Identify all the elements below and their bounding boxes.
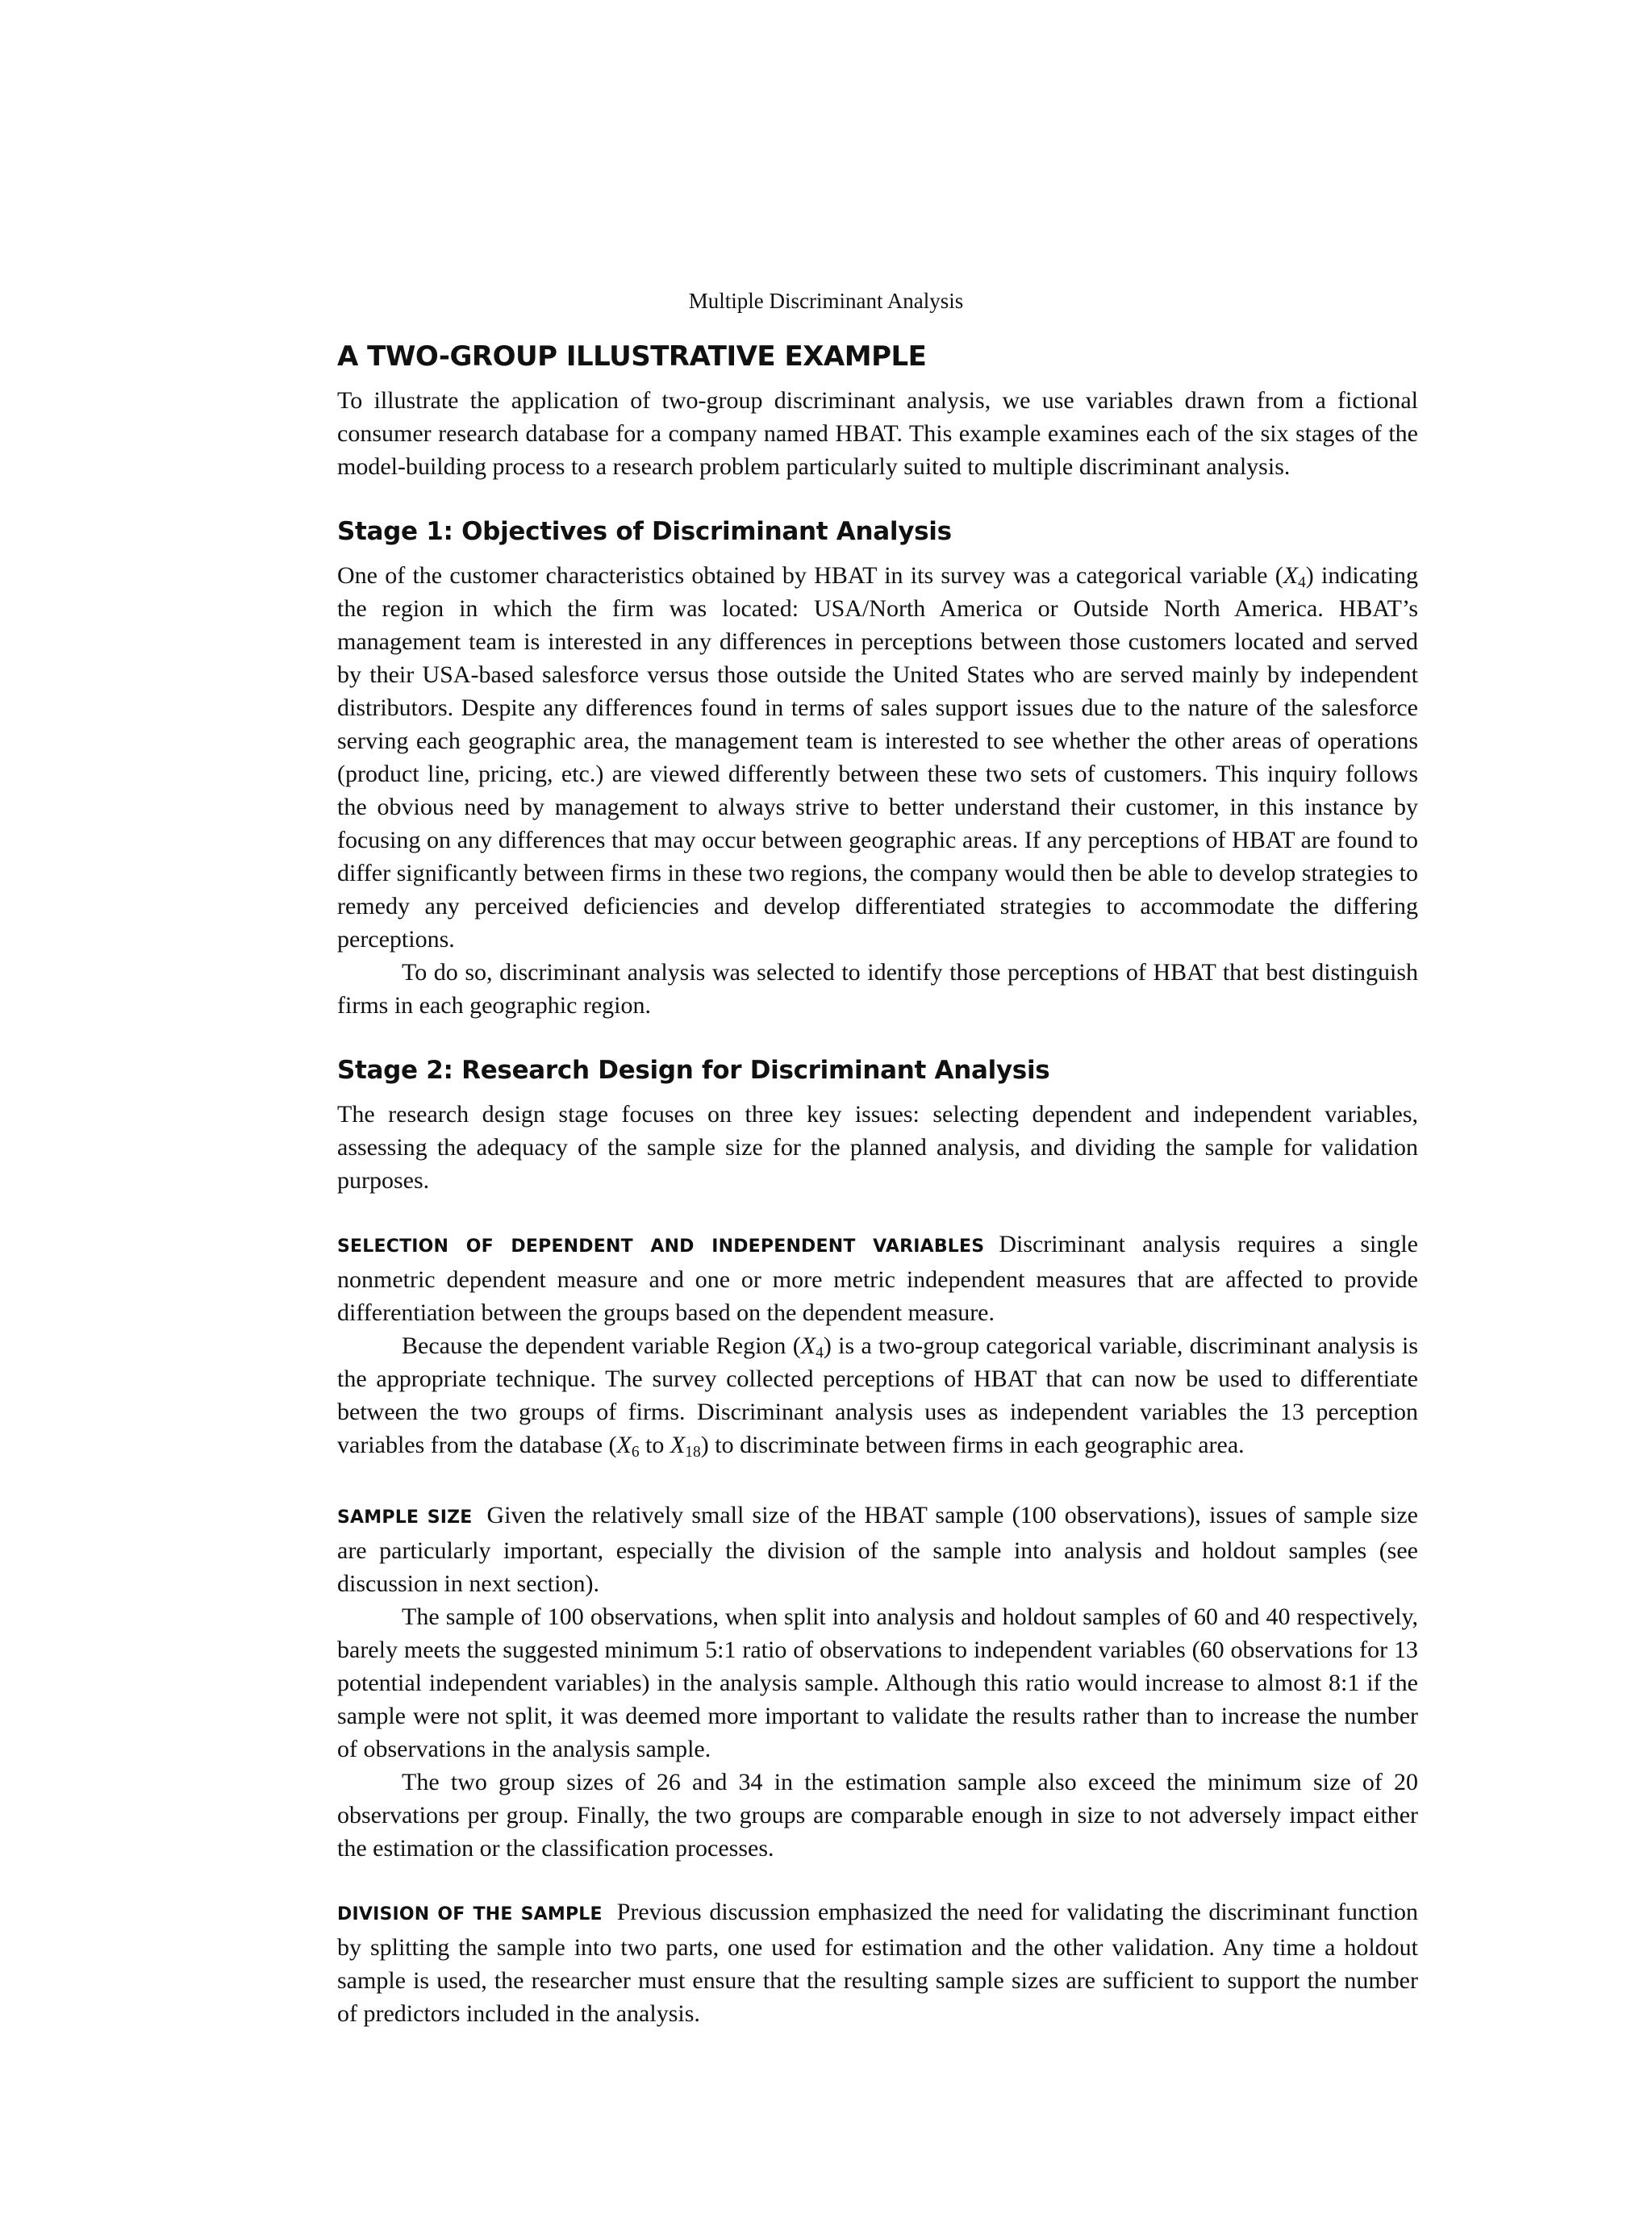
stage1-paragraph-1: One of the customer characteristics obtained by HBAT in its survey was a categorical variable $(X_4)$ indicating the region in which the firm was located: USA/North America or Outside North America. HBAT’s management team is interested in any differences in perceptions between those customers located and served by their USA-based salesforce versus those outside the United States who are served mainly by independent distributors. Despite any differences found in terms of sales support issues due to the nature of the salesforce serving each geographic area, the management team is interested to see whether the other areas of operations (product line, pricing, etc.) are viewed differently between these two sets of customers. This inquiry follows the obvious need by management to always strive to better understand their customer, in this instance by focusing on any differences that may occur between geographic areas. If any perceptions of HBAT are found to differ significantly between firms in these two regions, the company would then be able to develop strategies to remedy any perceived deficiencies and develop differentiated strategies to accommodate the differing perceptions. [337,562,1418,953]
intro-paragraph: To illustrate the application of two-group discriminant analysis, we use variables drawn from a fictional consumer research database for a company named HBAT. This example examines each of the six stages of the model-building process to a research problem particularly suited to multiple discriminant analysis. [337,387,1418,480]
selection-runin-heading: SELECTION OF DEPENDENT AND INDEPENDENT VARIABLES [337,1236,985,1257]
division-paragraph-1: DIVISION OF THE SAMPLE Previous discussion emphasized the need for validating the discriminant function by splitting the sample into two parts, one used for estimation and the other validation. Any time a holdout sample is used, the researcher must ensure that the resulting sample sizes are sufficient to support the number of predictors included in the analysis. [337,1899,1418,2027]
running-head: Multiple Discriminant Analysis [688,289,964,313]
selection-paragraph-1: SELECTION OF DEPENDENT AND INDEPENDENT VARIABLES Discriminant analysis requires a single nonmetric dependent measure and one or more metric independent measures that are affected to provide differentiation between the groups based on the dependent measure. [337,1231,1419,1326]
main-content [337,339,1418,2030]
stage2-intro-paragraph: The research design stage focuses on three key issues: selecting dependent and independent variables, assessing the adequacy of the sample size for the planned analysis, and dividing the sample for validation purposes. [337,1101,1418,1194]
sample-size-paragraph-2: The sample of 100 observations, when split into analysis and holdout samples of 60 and 40 respectively, barely meets the suggested minimum 5:1 ratio of observations to independent variables (60 observations for 13 potential independent variables) in the analysis sample. Although this ratio would increase to almost 8:1 if the sample were not split, it was deemed more important to validate the results rather than to increase the number of observations in the analysis sample. [337,1603,1418,1762]
section-title: A TWO-GROUP ILLUSTRATIVE EXAMPLE [337,340,927,373]
stage1-paragraph-2: To do so, discriminant analysis was selected to identify those perceptions of HBAT that best distinguish firms in each geographic region. [337,959,1418,1019]
sample-size-runin-heading: SAMPLE SIZE [337,1507,473,1528]
stage2-heading: Stage 2: Research Design for Discriminant Analysis [337,1056,1050,1085]
division-runin-heading: DIVISION OF THE SAMPLE [337,1904,603,1924]
selection-paragraph-2: Because the dependent variable Region $(X_4)$ is a two-group categorical variable, discriminant analysis is the appropriate technique. The survey collected perceptions of HBAT that can now be used to differentiate between the two groups of firms. Discriminant analysis uses as independent variables the 13 perception variables from the database ($X_6$ to $X_{18}$) to discriminate between firms in each geographic area. [337,1332,1419,1461]
stage1-heading: Stage 1: Objectives of Discriminant Analysis [337,517,952,546]
sample-size-paragraph-3: The two group sizes of 26 and 34 in the estimation sample also exceed the minimum size of 20 observations per group. Finally, the two groups are comparable enough in size to not adversely impact either the estimation or the classification processes. [337,1769,1418,1862]
sample-size-paragraph-1: SAMPLE SIZE Given the relatively small size of the HBAT sample (100 observations), issues of sample size are particularly important, especially the division of the sample into analysis and holdout samples (see discussion in next section). [337,1502,1418,1597]
